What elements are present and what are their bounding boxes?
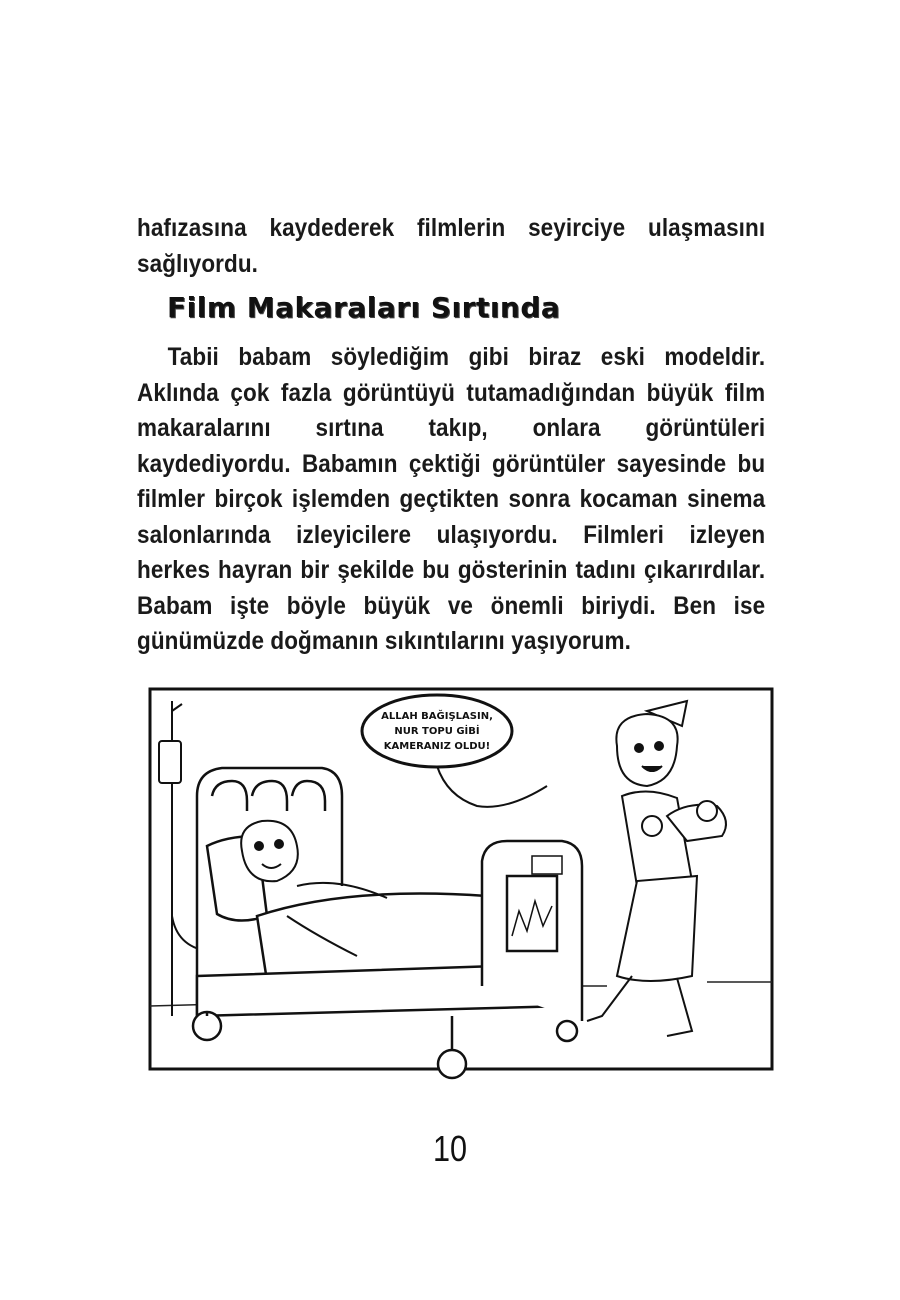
continuation-text: hafızasına kaydederek filmlerin seyirciye ulaşmasını sağlıyordu. (137, 214, 766, 278)
page-number: 10 (432, 1128, 468, 1169)
speech-line-1: ALLAH BAĞIŞLASIN, (381, 711, 493, 722)
body-paragraph: Tabii babam söylediğim gibi biraz eski modeldir. Aklında çok fazla görüntüyü tutamadığından büyük film makaralarını sırtına takıp, onlara görüntüleri kaydediyordu. Babamın çektiği görüntüler sayesinde bu filmler birçok işlemden geçtikten sonra kocaman sinema salonlarında izleyicilere ulaşıyordu. Filmleri izleyen herkes hayran bir şekilde bu gösterinin tadını çıkarırdılar. Babam işte böyle büyük ve önemli biriydi. Ben ise günümüzde doğmanın sıkıntılarını yaşıyorum. (137, 343, 766, 655)
cartoon-illustration (147, 686, 775, 1090)
speech-line-3: KAMERANIZ OLDU! (383, 741, 491, 752)
speech-line-2: NUR TOPU GİBİ (394, 726, 480, 737)
section-title: Film Makaraları Sırtında (167, 291, 561, 324)
